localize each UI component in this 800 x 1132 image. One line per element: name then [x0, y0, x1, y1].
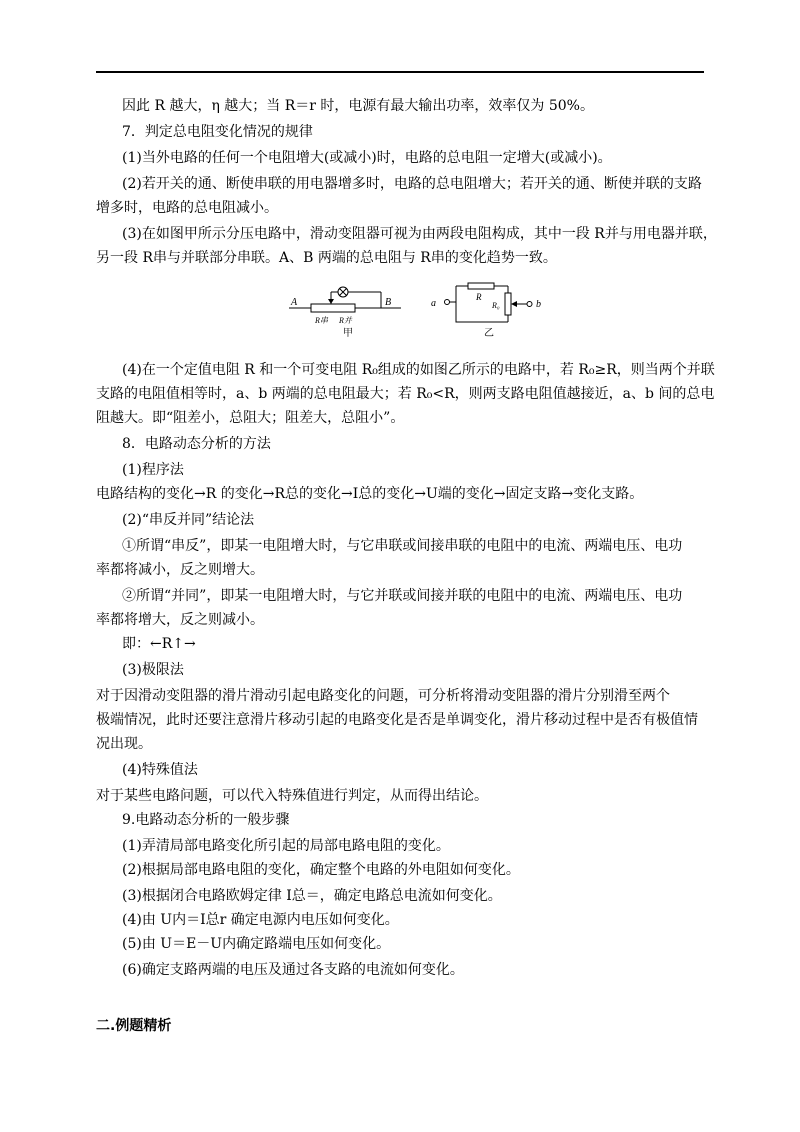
label-r-bing: R并	[339, 316, 352, 325]
text-line: (3)在如图甲所示分压电路中，滑动变阻器可视为由两段电阻构成，其中一段 R并与用电器并联，	[122, 226, 717, 242]
text-line: 另一段 R串与并联部分串联。A、B 两端的总电阻与 R串的变化趋势一致。	[96, 250, 557, 266]
label-r0: R₀	[492, 301, 500, 310]
text-line: (2)若开关的通、断使串联的用电器增多时，电路的总电阻增大；若开关的通、断使并联的支路	[122, 176, 702, 192]
rheostat-symbol	[311, 304, 355, 312]
header-rule	[96, 71, 704, 73]
slider-arrow	[511, 301, 517, 307]
text-line: (1)当外电路的任何一个电阻增大(或减小)时，电路的总电阻一定增大(或减小)。	[122, 150, 612, 166]
text-line: 率都将减小，反之则增大。	[96, 562, 264, 578]
label-r-chuan: R串	[315, 316, 328, 325]
caption-jia: 甲	[343, 328, 353, 339]
text-line: (5)由 U＝E－U内确定路端电压如何变化。	[122, 936, 391, 952]
slider-arrow	[328, 299, 334, 304]
text-line: 对于某些电路问题，可以代入特殊值进行判定，从而得出结论。	[96, 788, 488, 804]
circuit-diagram-jia	[285, 278, 415, 340]
text-line: 率都将增大，反之则减小。	[96, 612, 264, 628]
text-line: (3)极限法	[122, 662, 184, 678]
text-line: (3)根据闭合电路欧姆定律 I总＝，确定电路总电流如何变化。	[122, 888, 502, 904]
circuit-diagram-yi	[428, 278, 548, 340]
text-line: 增多时，电路的总电阻减小。	[96, 200, 278, 216]
text-line: 即：←R↑→	[122, 636, 196, 652]
section-heading-7: 7．判定总电阻变化情况的规律	[122, 124, 313, 140]
text-line: 因此 R 越大，η 越大；当 R＝r 时，电源有最大输出功率，效率仅为 50%。	[122, 98, 594, 114]
text-line: 支路的电阻值相等时，a、b 两端的总电阻最大；若 R₀<R，则两支路电阻值越接近，a、b 间的总电	[96, 386, 715, 402]
text-line: (2)根据局部电路电阻的变化，确定整个电路的外电阻如何变化。	[122, 862, 520, 878]
text-line: (4)在一个定值电阻 R 和一个可变电阻 R₀组成的如图乙所示的电路中，若 R₀≥R，则当两个并联	[122, 362, 715, 378]
text-line: ①所谓“串反”，即某一电阻增大时，与它串联或间接串联的电阻中的电流、两端电压、电功	[122, 538, 683, 554]
terminal-b	[527, 302, 532, 307]
text-line: (6)确定支路两端的电压及通过各支路的电流如何变化。	[122, 962, 464, 978]
section-heading-examples: 二.例题精析	[96, 1018, 172, 1034]
label-r: R	[476, 292, 482, 302]
text-line: 阻越大。即“阻差小，总阻大；阻差大，总阻小”。	[96, 410, 405, 426]
text-line: (4)特殊值法	[122, 762, 198, 778]
text-line: ②所谓“并同”，即某一电阻增大时，与它并联或间接并联的电阻中的电流、两端电压、电功	[122, 588, 683, 604]
text-line: (2)“串反并同”结论法	[122, 512, 255, 528]
text-line: (1)弄清局部电路变化所引起的局部电路电阻的变化。	[122, 838, 450, 854]
text-line: (4)由 U内＝I总r 确定电源内电压如何变化。	[122, 912, 399, 928]
label-b: b	[536, 299, 541, 310]
section-heading-9: 9.电路动态分析的一般步骤	[122, 812, 290, 828]
text-line: 况出现。	[96, 736, 152, 752]
section-heading-8: 8．电路动态分析的方法	[122, 436, 271, 452]
text-line: (1)程序法	[122, 462, 184, 478]
text-line: 对于因滑动变阻器的滑片滑动引起电路变化的问题，可分析将滑动变阻器的滑片分别滑至两个	[96, 688, 670, 704]
rheostat-r0	[505, 293, 511, 315]
label-a: A	[291, 297, 298, 308]
label-b: B	[385, 297, 392, 308]
resistor-r	[468, 283, 494, 289]
label-a: a	[431, 298, 436, 309]
text-line: 电路结构的变化→R 的变化→R总的变化→I总的变化→U端的变化→固定支路→变化支路。	[96, 486, 644, 502]
text-line: 极端情况，此时还要注意滑片移动引起的电路变化是否是单调变化，滑片移动过程中是否有极值情	[96, 712, 698, 728]
caption-yi: 乙	[484, 328, 494, 339]
terminal-a	[445, 300, 450, 305]
